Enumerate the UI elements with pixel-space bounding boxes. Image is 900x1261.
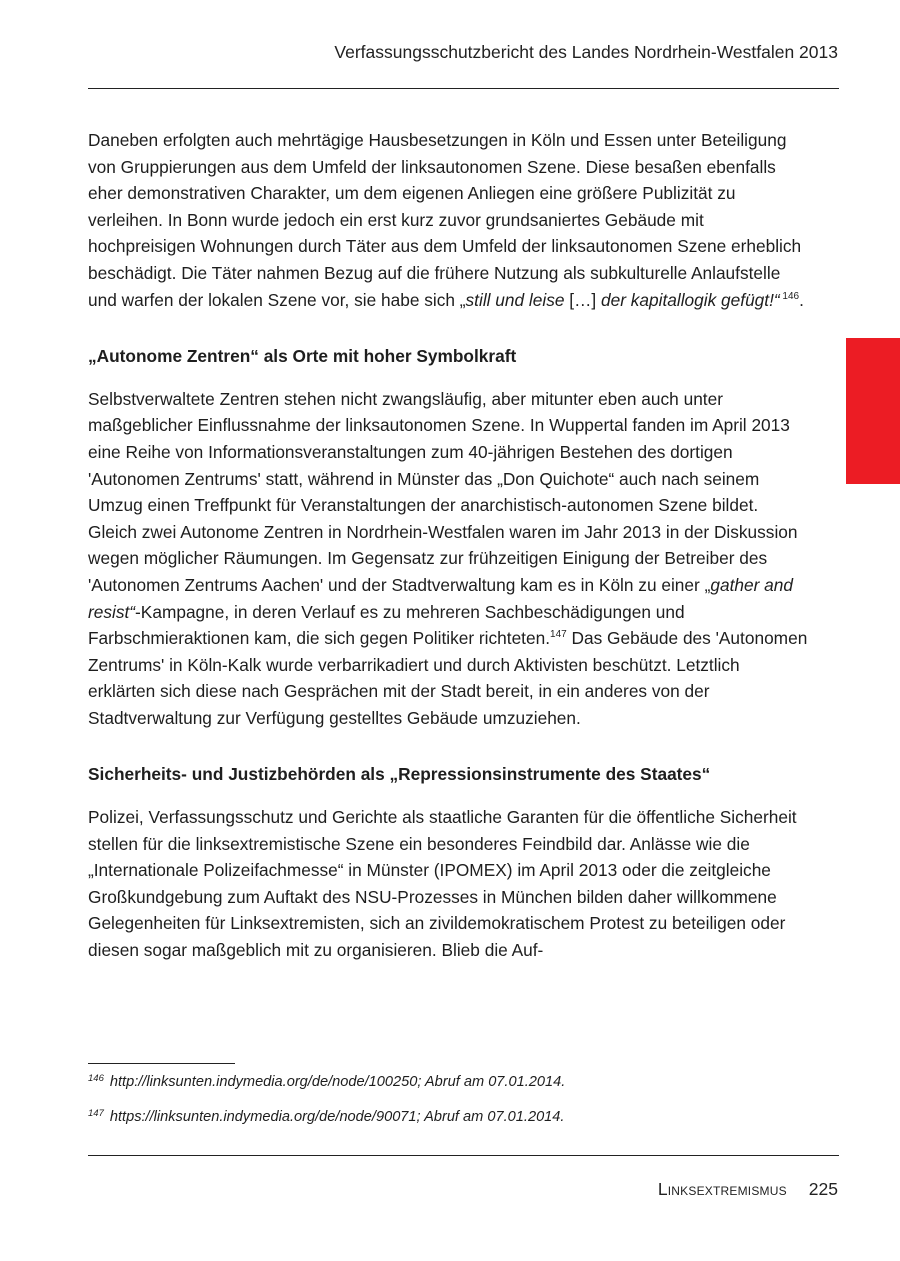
paragraph-text: Das Gebäude des 'Autonomen Zentrums' in Köln-Kalk wurde verbarrikadiert und durch Aktivisten beschützt. Letztlich erklärten sich diese nach Gesprächen mit der Stadt bereit, in ein anderes von der Stadtverwaltung zur Verfügung gestelltes Gebäude umzuziehen. (88, 628, 808, 728)
paragraph-house-occupations (88, 127, 808, 313)
footnote-number: 147 (88, 1108, 104, 1119)
footer-section-name: Linksextremismus (657, 1179, 787, 1199)
quote-ellipsis: […] (564, 289, 601, 310)
paragraph-security-authorities: Polizei, Verfassungsschutz und Gerichte als staatliche Garanten für die öffentliche Sicherheit stellen für die linksextremistische Szene ein besonderes Feindbild dar. Anlässe wie die „Internationale Polizeifachmesse“ in Münster (IPOMEX) im April 2013 oder die zeitgleiche Großkundgebung zum Auftakt des NSU-Prozesses in München bilden daher willkommene Gelegenheiten für Linksextremisten, sich an zivildemokratischem Protest zu beteiligen oder diesen sogar maßgeblich mit zu organisieren. Blieb die Auf- (88, 807, 797, 961)
paragraph-text: -Kampagne, in deren Verlauf es zu mehreren Sachbeschädigungen und Farbschmieraktionen kam, die sich gegen Politiker richteten. (88, 601, 685, 649)
page-body (88, 127, 808, 964)
footnote-number: 146 (88, 1073, 104, 1084)
campaign-name-italic: gather and resist“ (88, 574, 793, 622)
footnote-separator (88, 1063, 235, 1064)
running-footer (658, 1179, 838, 1200)
page-number: 225 (808, 1179, 838, 1199)
footer-rule (88, 1155, 839, 1156)
paragraph-autonome-zentren (88, 386, 808, 732)
paragraph-text: Daneben erfolgten auch mehrtägige Hausbesetzungen in Köln und Essen unter Beteiligung von Gruppierungen aus dem Umfeld der linksautonomen Szene. Diese besaßen ebenfalls eher demonstrativen Charakter, um dem eigenen Anliegen eine größere Publizität zu verleihen. In Bonn wurde jedoch ein erst kurz zuvor grundsaniertes Gebäude mit hochpreisigen Wohnungen durch Täter aus dem Umfeld der linksautonomen Szene erheblich beschädigt. Die Täter nahmen Bezug auf die frühere Nutzung als subkulturelle Anlaufstelle und warfen der lokalen Szene vor, sie habe sich „ (88, 130, 802, 310)
section-heading-repression: Sicherheits- und Justizbehörden als „Repressionsinstrumente des Staates“ (88, 764, 711, 785)
quote-italic: der kapitallogik gefügt!“ (600, 289, 780, 310)
sentence-end: . (799, 289, 804, 310)
footnote-ref-147: 147 (550, 629, 567, 641)
quote-italic: still und leise (465, 289, 565, 310)
footnote-ref-146: 146 (779, 290, 800, 302)
header-rule (88, 88, 839, 89)
footnote-146 (88, 1074, 565, 1090)
footnote-link-text: https://linksunten.indymedia.org/de/node/90071; Abruf am 07.01.2014. (109, 1109, 565, 1125)
footnote-link-text: http://linksunten.indymedia.org/de/node/100250; Abruf am 07.01.2014. (109, 1074, 566, 1090)
footnote-147 (88, 1109, 564, 1125)
chapter-tab-marker (846, 338, 900, 484)
running-header: Verfassungsschutzbericht des Landes Nordrhein-Westfalen 2013 (334, 42, 838, 62)
section-heading-autonome-zentren: „Autonome Zentren“ als Orte mit hoher Symbolkraft (88, 346, 517, 367)
paragraph-text: Selbstverwaltete Zentren stehen nicht zwangsläufig, aber mitunter eben auch unter maßgeblicher Einflussnahme der linksautonomen Szene. In Wuppertal fanden im April 2013 eine Reihe von Informationsveranstaltungen zum 40-jährigen Bestehen des dortigen 'Autonomen Zentrums' statt, während in Münster das „Don Quichote“ auch nach seinem Umzug einen Treffpunkt für Veranstaltungen der anarchistisch-autonomen Szene bildet. Gleich zwei Autonome Zentren in Nordrhein-Westfalen waren im Jahr 2013 in der Diskussion wegen möglicher Räumungen. Im Gegensatz zur frühzeitigen Einigung der Betreiber des 'Autonomen Zentrums Aachen' und der Stadtverwaltung kam es in Köln zu einer „ (88, 388, 798, 595)
